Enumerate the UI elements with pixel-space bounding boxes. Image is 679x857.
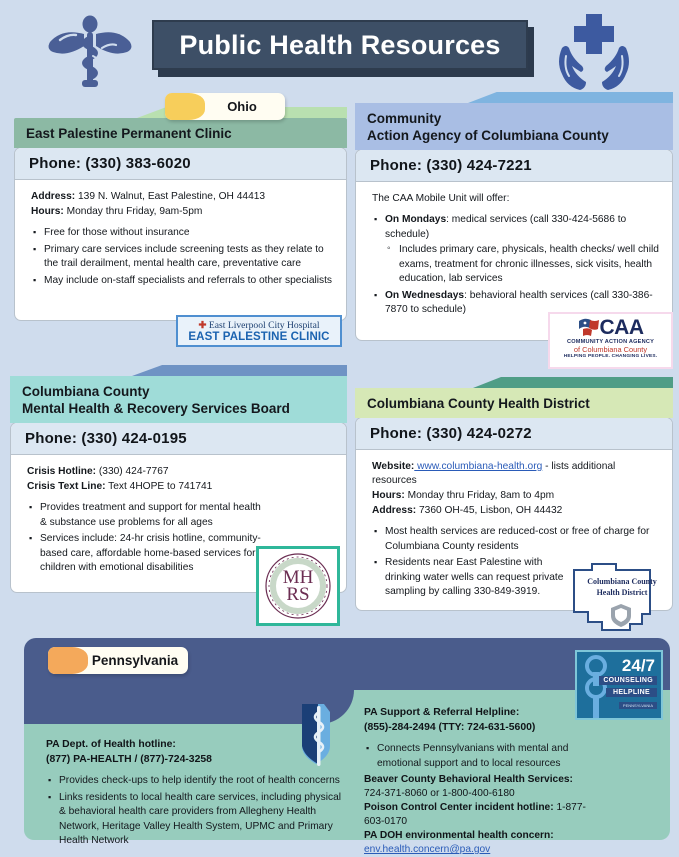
caa-flag-icon [578, 317, 600, 337]
logo-text [576, 576, 668, 598]
pa-left-column [46, 738, 346, 851]
header-ribbon-accent [132, 365, 347, 376]
card-title-line-2: Mental Health & Recovery Services Board [22, 401, 290, 416]
pa-doh-hotline-number: (877) PA-HEALTH / (877)-724-3258 [46, 753, 212, 765]
field-crisis-text-line-label: Crisis Text Line: [27, 481, 106, 492]
card-east-palestine-permanent-clinic [14, 118, 347, 321]
phone-bar [11, 423, 346, 455]
phone-bar [356, 150, 672, 182]
bullet-list [27, 501, 267, 576]
helpline-label-2: HELPLINE [606, 688, 657, 697]
state-tab-pennsylvania-label: Pennsylvania [91, 653, 179, 668]
intro-text: The CAA Mobile Unit will offer: [372, 193, 510, 204]
field-crisis-hotline [27, 465, 334, 479]
field-website-value: - lists additional resources [372, 461, 616, 486]
entry-beaver-county-label: Beaver County Behavioral Health Services: [364, 774, 573, 785]
tab-knob-icon [165, 93, 205, 120]
phone-bar [356, 418, 672, 450]
phone-number: Phone: (330) 424-0195 [25, 430, 187, 447]
field-address-value: 139 N. Walnut, East Palestine, OH 44413 [75, 191, 266, 202]
caa-subtitle-2: of Columbiana County [573, 345, 648, 354]
pa-doh-env-email-line [364, 843, 592, 857]
helpline-hours: 24/7 [621, 656, 655, 675]
list-item: ▪ Most health services are reduced-cost or free of charge for Columbiana County residents [372, 525, 660, 554]
logo-line-2: Health District [596, 588, 648, 597]
phone-bar [15, 148, 346, 180]
list-item: ▪ Residents near East Palestine with drinking water wells can request private sampling by calling 330-849-3919. [372, 556, 572, 600]
field-hours [31, 205, 334, 219]
field-crisis-text-line-value: Text 4HOPE to 741741 [105, 481, 213, 492]
pa-doh-hotline-heading: PA Dept. of Health hotline: [46, 739, 176, 750]
list-item: ▪ Primary care services include screening tests as they relate to the trail derailment, mental health care, preventative care [31, 243, 334, 272]
field-hours-label: Hours: [372, 490, 405, 501]
phone-number: Phone: (330) 424-7221 [370, 157, 532, 174]
website-link[interactable]: www.columbiana-health.org [414, 461, 543, 472]
state-tab-ohio-label: Ohio [227, 99, 257, 114]
list-item: ◦ Includes primary care, physicals, health checks/ well child exams, treatment for chronic illnesses, sick visits, health education, lab services [385, 243, 660, 287]
mhrs-seal-ring [259, 549, 337, 623]
page-title-text: Public Health Resources [179, 29, 501, 60]
bullet-list [364, 742, 592, 771]
field-address-value: 7360 OH-45, Lisbon, OH 44432 [416, 505, 563, 516]
hands-holding-cross-icon [552, 12, 636, 92]
logo-line-1 [198, 320, 319, 331]
page-title [152, 20, 528, 70]
caa-logo [548, 312, 673, 369]
entry-poison-control-label: Poison Control Center incident hotline: [364, 802, 554, 813]
list-item: ▪ Links residents to local health care services, including physical & behavioral health care providers from Allegheny Health Network, Heritage Valley Health System, UPMC and Primary Health Network [46, 791, 346, 849]
entry-pa-doh-env-label: PA DOH environmental health concern: [364, 830, 554, 841]
mhrs-monogram-line-1: MH [282, 567, 314, 588]
east-liverpool-city-hospital-logo [176, 315, 342, 347]
entry-pa-doh-env [364, 829, 592, 843]
list-item: ▪ Connects Pennsylvanians with mental and emotional support and to local resources [364, 742, 592, 771]
field-crisis-hotline-label: Crisis Hotline: [27, 466, 97, 477]
field-website [372, 460, 660, 488]
list-item-label: On Wednesdays [385, 289, 465, 301]
field-address-label: Address: [31, 191, 76, 202]
list-item-label: On Mondays [385, 214, 447, 225]
field-website-label: Website: [372, 461, 415, 472]
field-hours-label: Hours: [31, 206, 64, 217]
entry-beaver-county [364, 773, 592, 801]
entry-beaver-county-value: 724-371-8060 or 1-800-400-6180 [364, 788, 515, 799]
entry-poison-control-value: 1-877-603-0170 [364, 802, 586, 827]
columbiana-county-health-district-logo [566, 558, 676, 636]
pa-right-column [364, 706, 592, 857]
tab-knob-icon [48, 647, 88, 674]
phone-number: Phone: (330) 383-6020 [29, 155, 191, 172]
header-ribbon-accent [468, 92, 673, 103]
card-header [14, 118, 347, 148]
card-title-line-1: Columbiana County [22, 384, 150, 399]
card-content [15, 180, 346, 320]
card-header [355, 388, 673, 418]
list-item: ▪ Services include: 24-hr crisis hotline, community-based care, affordable home-based services for children with emotional disabilities [27, 532, 267, 576]
bullet-list [372, 213, 660, 318]
phone-number: Phone: (330) 424-0272 [370, 425, 532, 442]
24-7-counseling-helpline-logo [575, 650, 663, 720]
field-address-label: Address: [372, 505, 417, 516]
list-item: ▪ Provides check-ups to help identify the root of health concerns [46, 774, 346, 789]
state-tab-ohio[interactable] [165, 93, 285, 120]
card-title-line-1: East Palestine Permanent Clinic [26, 126, 232, 141]
state-tab-pennsylvania[interactable] [48, 647, 188, 674]
card-community-action-agency [355, 103, 673, 341]
card-header [10, 376, 347, 423]
caa-subtitle-1: COMMUNITY ACTION AGENCY [566, 339, 655, 345]
card-title-line-2: Action Agency of Columbiana County [367, 128, 609, 143]
field-address [31, 190, 334, 204]
field-address [372, 504, 660, 518]
helpline-label-1: COUNSELING [599, 676, 657, 685]
page-header [0, 0, 679, 92]
pa-support-helpline-number: (855)-284-2494 (TTY: 724-631-5600) [364, 721, 536, 733]
pa-support-helpline-heading: PA Support & Referral Helpline: [364, 707, 520, 718]
list-item: ▪ May include on-staff specialists and referrals to other specialists [31, 274, 334, 289]
caa-wordmark-row [554, 317, 667, 339]
list-item [372, 213, 660, 287]
helpline-label-3: PENNSYLVANIA [619, 702, 657, 709]
red-cross-icon: ✚ [198, 319, 207, 331]
list-item-text: : medical services (call 330-424-5686 to schedule) [385, 214, 627, 240]
card-body [14, 147, 347, 321]
card-title-line-1: Columbiana County Health District [367, 396, 590, 411]
header-ribbon-accent [473, 377, 673, 388]
mhrs-seal-logo [256, 546, 340, 626]
field-hours [372, 489, 660, 503]
logo-line-1: Columbiana County [587, 577, 657, 586]
logo-line-2: EAST PALESTINE CLINIC [188, 330, 330, 343]
bullet-list [46, 774, 346, 849]
list-item: ▪ Provides treatment and support for mental health & substance use problems for all ages [27, 501, 267, 530]
list-item: ▪ Free for those without insurance [31, 226, 334, 241]
pa-doh-env-email-link[interactable]: env.health.concern@pa.gov [364, 844, 491, 855]
bullet-list [31, 226, 334, 288]
field-hours-value: Monday thru Friday, 9am-5pm [63, 206, 203, 217]
list-item-text: : behavioral health services (call 330-386-7870 to schedule) [385, 289, 653, 315]
card-title-line-1: Community [367, 111, 442, 126]
caa-tagline: HELPING PEOPLE. CHANGING LIVES. [563, 354, 658, 359]
logo-line-1-text: East Liverpool City Hospital [208, 319, 320, 331]
card-header [355, 103, 673, 150]
mhrs-monogram-line-2: RS [286, 584, 310, 605]
caduceus-wings-icon [44, 12, 136, 92]
caa-acronym: CAA [599, 316, 644, 339]
sub-bullet-list [385, 243, 660, 287]
field-crisis-text-line [27, 480, 334, 494]
field-crisis-hotline-value: (330) 424-7767 [96, 466, 169, 477]
field-hours-value: Monday thru Friday, 8am to 4pm [404, 490, 555, 501]
entry-poison-control [364, 801, 592, 829]
